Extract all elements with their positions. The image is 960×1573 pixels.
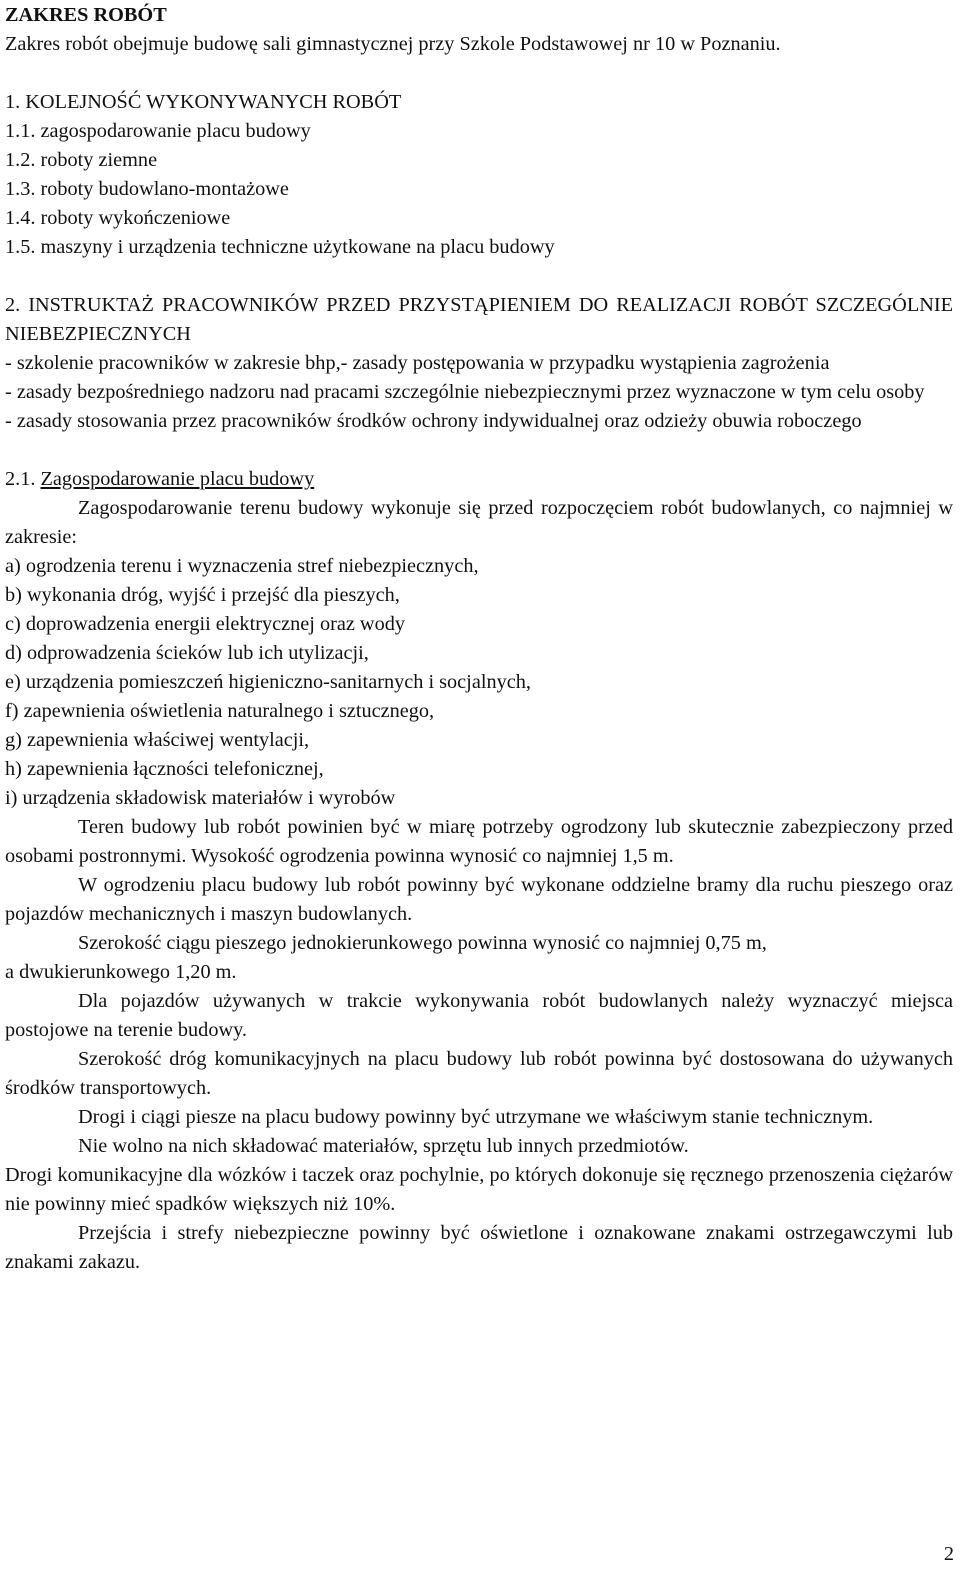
scope-item: b) wykonania dróg, wyjść i przejść dla pieszych, (5, 584, 400, 606)
intro-paragraph: Zakres robót obejmuje budowę sali gimnastycznej przy Szkole Podstawowej nr 10 w Poznaniu. (5, 33, 781, 55)
scope-item: f) zapewnienia oświetlenia naturalnego i sztucznego, (5, 700, 435, 722)
section1-item: 1.3. roboty budowlano-montażowe (5, 178, 289, 200)
scope-item: g) zapewnienia właściwej wentylacji, (5, 729, 310, 751)
body-paragraph: Dla pojazdów używanych w trakcie wykonywania robót budowlanych należy wyznaczyć miejsca postojowe na terenie budowy. (5, 990, 953, 1041)
section1-item: 1.1. zagospodarowanie placu budowy (5, 120, 311, 142)
body-paragraph: Szerokość dróg komunikacyjnych na placu budowy lub robót powinna być dostosowana do używanych środków transportowych. (5, 1048, 953, 1099)
section2 (5, 291, 953, 436)
body-paragraph: Nie wolno na nich składować materiałów, sprzętu lub innych przedmiotów. (78, 1135, 689, 1157)
section21-number: 2.1. (5, 468, 36, 490)
scope-item: c) doprowadzenia energii elektrycznej oraz wody (5, 613, 405, 635)
section2-item: - szkolenie pracowników w zakresie bhp,- zasady postępowania w przypadku wystąpienia zagrożenia (5, 352, 830, 374)
scope-item: d) odprowadzenia ścieków lub ich utylizacji, (5, 642, 369, 664)
section21-title: Zagospodarowanie placu budowy (40, 468, 315, 490)
scope-item: i) urządzenia składowisk materiałów i wyrobów (5, 787, 396, 809)
section21-lead: Zagospodarowanie terenu budowy wykonuje się przed rozpoczęciem robót budowlanych, co najmniej w zakresie: (5, 497, 953, 548)
section2-title: 2. INSTRUKTAŻ PRACOWNIKÓW PRZED PRZYSTĄPIENIEM DO REALIZACJI ROBÓT SZCZEGÓLNIE NIEBEZPIECZNYCH (5, 294, 953, 345)
section21-heading (5, 465, 953, 494)
section1-item: 1.4. roboty wykończeniowe (5, 207, 231, 229)
scope-item: a) ogrodzenia terenu i wyznaczenia stref niebezpiecznych, (5, 555, 479, 577)
document-page (5, 1, 953, 1277)
page-number: 2 (943, 1543, 954, 1565)
spacer (5, 59, 953, 88)
scope-item: e) urządzenia pomieszczeń higieniczno-sanitarnych i socjalnych, (5, 671, 531, 693)
body-paragraph: a dwukierunkowego 1,20 m. (5, 961, 237, 983)
spacer (5, 436, 953, 465)
body-paragraph: Drogi i ciągi piesze na placu budowy powinny być utrzymane we właściwym stanie technicznym. (78, 1106, 874, 1128)
body-paragraph: W ogrodzeniu placu budowy lub robót powinny być wykonane oddzielne bramy dla ruchu pieszego oraz pojazdów mechanicznych i maszyn budowlanych. (5, 874, 953, 925)
body-paragraph: Teren budowy lub robót powinien być w miarę potrzeby ogrodzony lub skutecznie zabezpieczony przed osobami postronnymi. Wysokość ogrodzenia powinna wynosić co najmniej 1,5 m. (5, 816, 953, 867)
body-paragraph: Przejścia i strefy niebezpieczne powinny być oświetlone i oznakowane znakami ostrzegawczymi lub znakami zakazu. (5, 1222, 953, 1273)
body-paragraph: Szerokość ciągu pieszego jednokierunkowego powinna wynosić co najmniej 0,75 m, (78, 932, 767, 954)
spacer (5, 262, 953, 291)
section2-item: - zasady stosowania przez pracowników środków ochrony indywidualnej oraz odzieży obuwia roboczego (5, 410, 862, 432)
scope-item: h) zapewnienia łączności telefonicznej, (5, 758, 324, 780)
section1-item: 1.5. maszyny i urządzenia techniczne użytkowane na placu budowy (5, 236, 555, 258)
document-heading: ZAKRES ROBÓT (5, 4, 167, 26)
body-paragraph: Drogi komunikacyjne dla wózków i taczek oraz pochylnie, po których dokonuje się ręcznego przenoszenia ciężarów nie powinny mieć spadków większych niż 10%. (5, 1164, 953, 1215)
section1-item: 1.2. roboty ziemne (5, 149, 158, 171)
section1-title: 1. KOLEJNOŚĆ WYKONYWANYCH ROBÓT (5, 91, 402, 113)
section2-item: - zasady bezpośredniego nadzoru nad pracami szczególnie niebezpiecznymi przez wyznaczone w tym celu osoby (5, 381, 925, 403)
